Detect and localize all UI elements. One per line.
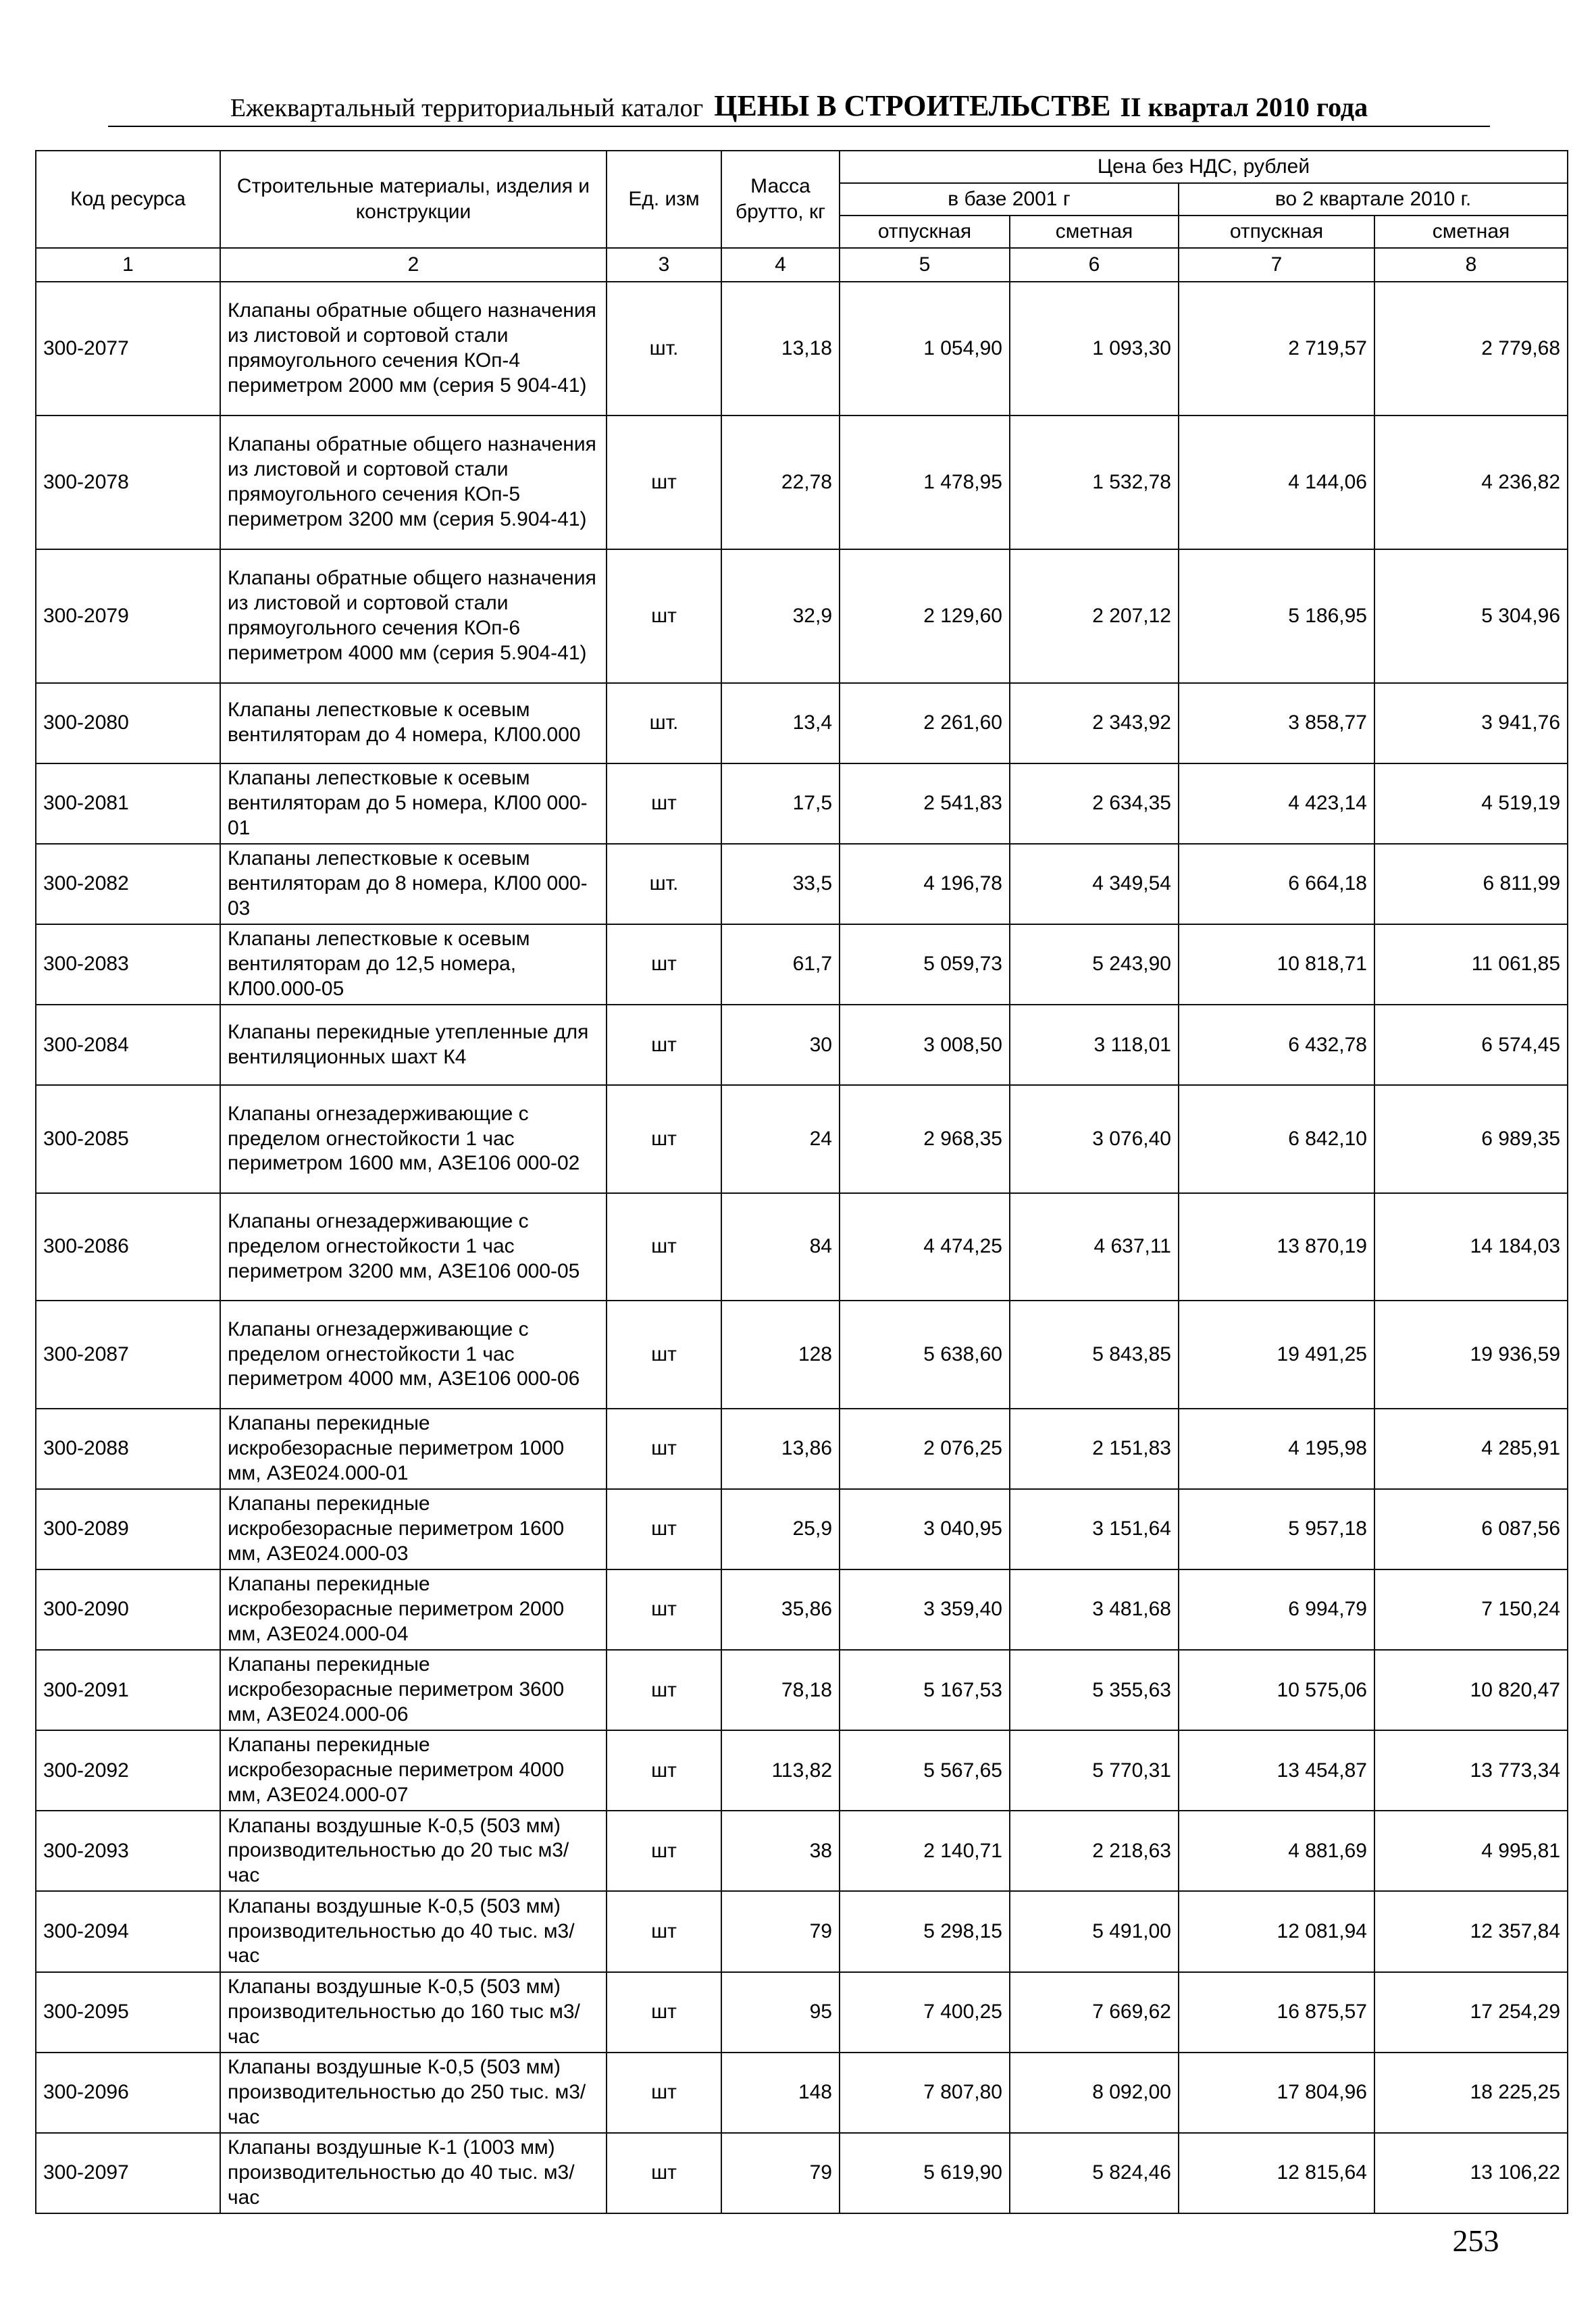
q2-estimate-price: 5 304,96 [1374,549,1568,683]
base-estimate-price: 1 532,78 [1010,416,1179,549]
q2-release-price: 5 957,18 [1179,1489,1374,1569]
resource-code: 300-2091 [36,1650,220,1730]
q2-release-price: 2 719,57 [1179,282,1374,416]
resource-code: 300-2077 [36,282,220,416]
base-estimate-price: 2 151,83 [1010,1409,1179,1489]
unit-of-measure: шт [607,1489,721,1569]
unit-of-measure: шт [607,549,721,683]
base-release-price: 2 541,83 [840,763,1010,844]
q2-estimate-price: 11 061,85 [1374,924,1568,1005]
base-estimate-price: 3 151,64 [1010,1489,1179,1569]
unit-of-measure: шт [607,416,721,549]
base-release-price: 2 140,71 [840,1811,1010,1891]
base-release-price: 5 167,53 [840,1650,1010,1730]
unit-of-measure: шт [607,1301,721,1409]
price-group-header: Цена без НДС, рублей [840,151,1568,183]
q2-estimate-price: 3 941,76 [1374,683,1568,763]
base-estimate-price: 5 824,46 [1010,2133,1179,2213]
col-number: 3 [607,248,721,282]
unit-of-measure: шт. [607,683,721,763]
material-name: Клапаны воздушные К-0,5 (503 мм) производительностью до 250 тыс. м3/час [220,2053,607,2133]
col-number: 6 [1010,248,1179,282]
material-name: Клапаны воздушные К-0,5 (503 мм) производительностью до 160 тыс м3/час [220,1972,607,2053]
unit-of-measure: шт. [607,844,721,924]
resource-code: 300-2096 [36,2053,220,2133]
base-release-price: 3 359,40 [840,1569,1010,1650]
resource-code: 300-2085 [36,1085,220,1193]
gross-mass: 25,9 [721,1489,840,1569]
table-row [36,1972,1568,2053]
base-release-price: 5 567,65 [840,1730,1010,1811]
catalog-name: ЦЕНЫ В СТРОИТЕЛЬСТВЕ [714,89,1111,122]
gross-mass: 17,5 [721,763,840,844]
base-release-price: 4 196,78 [840,844,1010,924]
unit-of-measure: шт [607,1569,721,1650]
material-name: Клапаны лепестковые к осевым вентиляторам до 4 номера, КЛ00.000 [220,683,607,763]
q2-release-price: 4 144,06 [1179,416,1374,549]
unit-of-measure: шт. [607,282,721,416]
resource-code: 300-2094 [36,1891,220,1971]
material-name: Клапаны огнезадерживающие с пределом огнестойкости 1 час периметром 4000 мм, АЗЕ106 000-06 [220,1301,607,1409]
page-header [108,86,1490,127]
table-row [36,1811,1568,1891]
base-estimate-price: 5 355,63 [1010,1650,1179,1730]
gross-mass: 84 [721,1193,840,1301]
unit-of-measure: шт [607,2133,721,2213]
base-estimate-price: 2 218,63 [1010,1811,1179,1891]
material-name: Клапаны лепестковые к осевым вентиляторам до 8 номера, КЛ00 000-03 [220,844,607,924]
gross-mass: 30 [721,1005,840,1085]
price-table [35,150,1568,2214]
material-name: Клапаны лепестковые к осевым вентиляторам до 5 номера, КЛ00 000-01 [220,763,607,844]
unit-of-measure: шт [607,1650,721,1730]
q2-estimate-price: 6 087,56 [1374,1489,1568,1569]
table-row [36,1005,1568,1085]
q2-estimate-price: 13 773,34 [1374,1730,1568,1811]
table-row [36,844,1568,924]
q2-release-price: 13 454,87 [1179,1730,1374,1811]
material-name: Клапаны перекидные искробезорасные периметром 1000 мм, АЗЕ024.000-01 [220,1409,607,1489]
resource-code: 300-2087 [36,1301,220,1409]
page-number: 253 [1452,2223,1499,2258]
gross-mass: 79 [721,1891,840,1971]
resource-code: 300-2081 [36,763,220,844]
q2-release-price: 6 994,79 [1179,1569,1374,1650]
base-release-price: 5 638,60 [840,1301,1010,1409]
table-row [36,1650,1568,1730]
material-name: Клапаны воздушные К-1 (1003 мм) производительностью до 40 тыс. м3/час [220,2133,607,2213]
material-name: Клапаны обратные общего назначения из листовой и сортовой стали прямоугольного сечения КОп-4 периметром 2000 мм (серия 5 904-41) [220,282,607,416]
unit-of-measure: шт [607,1085,721,1193]
q2-estimate-price: 13 106,22 [1374,2133,1568,2213]
gross-mass: 79 [721,2133,840,2213]
base-estimate-price: 3 118,01 [1010,1005,1179,1085]
resource-code: 300-2082 [36,844,220,924]
base-release-price: 2 076,25 [840,1409,1010,1489]
base-release-price: 2 261,60 [840,683,1010,763]
material-name: Клапаны обратные общего назначения из листовой и сортовой стали прямоугольного сечения КОп-6 периметром 4000 мм (серия 5.904-41) [220,549,607,683]
material-name: Клапаны перекидные искробезорасные периметром 3600 мм, АЗЕ024.000-06 [220,1650,607,1730]
material-name: Клапаны воздушные К-0,5 (503 мм) производительностью до 20 тыс м3/час [220,1811,607,1891]
resource-code: 300-2078 [36,416,220,549]
q2-release-price: 6 842,10 [1179,1085,1374,1193]
q2-release-price: 19 491,25 [1179,1301,1374,1409]
q2-2010-header: во 2 квартале 2010 г. [1179,183,1568,216]
q2-estimate-price: 4 285,91 [1374,1409,1568,1489]
resource-code: 300-2093 [36,1811,220,1891]
q2-release-price: 4 195,98 [1179,1409,1374,1489]
material-name: Клапаны перекидные искробезорасные периметром 4000 мм, АЗЕ024.000-07 [220,1730,607,1811]
q2-estimate-price: 6 811,99 [1374,844,1568,924]
resource-code: 300-2080 [36,683,220,763]
table-row [36,1569,1568,1650]
q2-estimate-price: 6 574,45 [1374,1005,1568,1085]
material-name: Клапаны перекидные искробезорасные периметром 2000 мм, АЗЕ024.000-04 [220,1569,607,1650]
col-number: 4 [721,248,840,282]
base-release-price: 3 008,50 [840,1005,1010,1085]
resource-code: 300-2097 [36,2133,220,2213]
q2-estimate-price: 19 936,59 [1374,1301,1568,1409]
base-release-price: 1 478,95 [840,416,1010,549]
base-estimate-header: сметная [1010,216,1179,248]
q-release-header: отпускная [1179,216,1374,248]
unit-of-measure: шт [607,1193,721,1301]
gross-mass: 13,4 [721,683,840,763]
table-row [36,1409,1568,1489]
table-row [36,1489,1568,1569]
gross-mass: 38 [721,1811,840,1891]
gross-mass: 32,9 [721,549,840,683]
table-row [36,1891,1568,1971]
table-row [36,282,1568,416]
header-row-1 [36,151,1568,183]
q2-estimate-price: 4 519,19 [1374,763,1568,844]
material-name: Клапаны лепестковые к осевым вентиляторам до 12,5 номера, КЛ00.000-05 [220,924,607,1005]
base-estimate-price: 2 343,92 [1010,683,1179,763]
table-row [36,2133,1568,2213]
q2-release-price: 16 875,57 [1179,1972,1374,2053]
unit-of-measure: шт [607,1409,721,1489]
quarter-label: II квартал 2010 года [1120,92,1368,122]
base-release-price: 5 298,15 [840,1891,1010,1971]
gross-mass: 128 [721,1301,840,1409]
table-row [36,1193,1568,1301]
gross-mass: 95 [721,1972,840,2053]
base-estimate-price: 4 637,11 [1010,1193,1179,1301]
q2-release-price: 12 081,94 [1179,1891,1374,1971]
resource-code: 300-2088 [36,1409,220,1489]
unit-of-measure: шт [607,763,721,844]
gross-mass: 13,86 [721,1409,840,1489]
table-row [36,1085,1568,1193]
col-unit-header: Ед. изм [607,151,721,248]
material-name: Клапаны перекидные утепленные для вентиляционных шахт К4 [220,1005,607,1085]
col-number: 5 [840,248,1010,282]
resource-code: 300-2095 [36,1972,220,2053]
base-release-price: 2 968,35 [840,1085,1010,1193]
column-number-row [36,248,1568,282]
q2-estimate-price: 18 225,25 [1374,2053,1568,2133]
resource-code: 300-2084 [36,1005,220,1085]
q2-release-price: 3 858,77 [1179,683,1374,763]
q2-estimate-price: 6 989,35 [1374,1085,1568,1193]
gross-mass: 148 [721,2053,840,2133]
material-name: Клапаны огнезадерживающие с пределом огнестойкости 1 час периметром 3200 мм, АЗЕ106 000-05 [220,1193,607,1301]
base-estimate-price: 8 092,00 [1010,2053,1179,2133]
q2-release-price: 12 815,64 [1179,2133,1374,2213]
gross-mass: 24 [721,1085,840,1193]
base-estimate-price: 5 243,90 [1010,924,1179,1005]
base-release-price: 5 059,73 [840,924,1010,1005]
base-estimate-price: 4 349,54 [1010,844,1179,924]
catalog-title: Ежеквартальный территориальный каталог [230,94,704,122]
q2-release-price: 4 881,69 [1179,1811,1374,1891]
resource-code: 300-2092 [36,1730,220,1811]
q2-estimate-price: 4 236,82 [1374,416,1568,549]
gross-mass: 33,5 [721,844,840,924]
q2-estimate-price: 4 995,81 [1374,1811,1568,1891]
base-release-header: отпускная [840,216,1010,248]
col-mass-header: Масса брутто, кг [721,151,840,248]
col-number: 2 [220,248,607,282]
base-release-price: 7 807,80 [840,2053,1010,2133]
col-number: 8 [1374,248,1568,282]
unit-of-measure: шт [607,1891,721,1971]
q2-estimate-price: 2 779,68 [1374,282,1568,416]
q2-estimate-price: 12 357,84 [1374,1891,1568,1971]
unit-of-measure: шт [607,924,721,1005]
col-name-header: Строительные материалы, изделия и конструкции [220,151,607,248]
table-row [36,683,1568,763]
base-release-price: 1 054,90 [840,282,1010,416]
unit-of-measure: шт [607,1730,721,1811]
q2-estimate-price: 14 184,03 [1374,1193,1568,1301]
table-row [36,1301,1568,1409]
table-row [36,416,1568,549]
q2-release-price: 10 818,71 [1179,924,1374,1005]
q-estimate-header: сметная [1374,216,1568,248]
q2-estimate-price: 17 254,29 [1374,1972,1568,2053]
gross-mass: 113,82 [721,1730,840,1811]
col-number: 7 [1179,248,1374,282]
base-estimate-price: 2 207,12 [1010,549,1179,683]
gross-mass: 78,18 [721,1650,840,1730]
q2-release-price: 4 423,14 [1179,763,1374,844]
col-number: 1 [36,248,220,282]
base-2001-header: в базе 2001 г [840,183,1179,216]
resource-code: 300-2083 [36,924,220,1005]
resource-code: 300-2090 [36,1569,220,1650]
resource-code: 300-2086 [36,1193,220,1301]
q2-release-price: 17 804,96 [1179,2053,1374,2133]
col-code-header: Код ресурса [36,151,220,248]
base-estimate-price: 1 093,30 [1010,282,1179,416]
gross-mass: 13,18 [721,282,840,416]
unit-of-measure: шт [607,1005,721,1085]
gross-mass: 61,7 [721,924,840,1005]
table-row [36,1730,1568,1811]
base-release-price: 5 619,90 [840,2133,1010,2213]
table-row [36,924,1568,1005]
table-row [36,763,1568,844]
base-estimate-price: 3 076,40 [1010,1085,1179,1193]
base-estimate-price: 3 481,68 [1010,1569,1179,1650]
q2-release-price: 6 664,18 [1179,844,1374,924]
base-estimate-price: 5 843,85 [1010,1301,1179,1409]
base-estimate-price: 5 491,00 [1010,1891,1179,1971]
unit-of-measure: шт [607,2053,721,2133]
material-name: Клапаны воздушные К-0,5 (503 мм) производительностью до 40 тыс. м3/час [220,1891,607,1971]
q2-release-price: 10 575,06 [1179,1650,1374,1730]
base-estimate-price: 7 669,62 [1010,1972,1179,2053]
base-release-price: 7 400,25 [840,1972,1010,2053]
material-name: Клапаны перекидные искробезорасные периметром 1600 мм, АЗЕ024.000-03 [220,1489,607,1569]
material-name: Клапаны обратные общего назначения из листовой и сортовой стали прямоугольного сечения КОп-5 периметром 3200 мм (серия 5.904-41) [220,416,607,549]
q2-estimate-price: 10 820,47 [1374,1650,1568,1730]
gross-mass: 35,86 [721,1569,840,1650]
gross-mass: 22,78 [721,416,840,549]
resource-code: 300-2079 [36,549,220,683]
material-name: Клапаны огнезадерживающие с пределом огнестойкости 1 час периметром 1600 мм, АЗЕ106 000-02 [220,1085,607,1193]
resource-code: 300-2089 [36,1489,220,1569]
table-row [36,549,1568,683]
q2-release-price: 13 870,19 [1179,1193,1374,1301]
table-body [36,282,1568,2213]
q2-release-price: 6 432,78 [1179,1005,1374,1085]
base-release-price: 3 040,95 [840,1489,1010,1569]
base-estimate-price: 5 770,31 [1010,1730,1179,1811]
base-release-price: 4 474,25 [840,1193,1010,1301]
q2-estimate-price: 7 150,24 [1374,1569,1568,1650]
q2-release-price: 5 186,95 [1179,549,1374,683]
table-row [36,2053,1568,2133]
base-estimate-price: 2 634,35 [1010,763,1179,844]
unit-of-measure: шт [607,1811,721,1891]
base-release-price: 2 129,60 [840,549,1010,683]
unit-of-measure: шт [607,1972,721,2053]
